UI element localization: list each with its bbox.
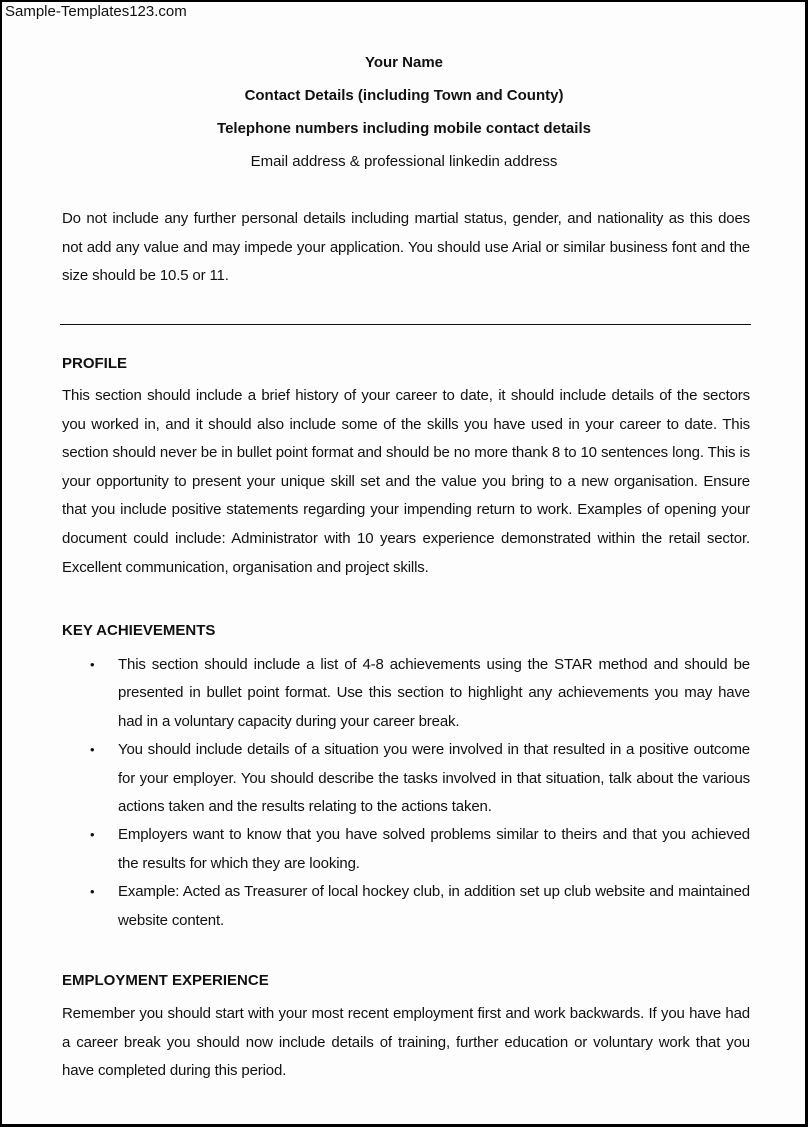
- bullet-icon: •: [90, 657, 95, 672]
- achievements-list: [0, 651, 808, 935]
- bullet-icon: •: [90, 884, 95, 900]
- employment-paragraph: Remember you should start with your most recent employment first and work backwards. If you have had a career break you should now include details of training, further education or voluntary work that you have completed during this period.: [62, 1005, 750, 1080]
- key-achievements-heading: KEY ACHIEVEMENTS: [62, 622, 216, 639]
- bullet-icon: •: [90, 827, 95, 843]
- bullet-icon: •: [90, 742, 95, 758]
- achievement-item: • Example: Acted as Treasurer of local hockey club, in addition set up club website and maintained website content.: [118, 878, 750, 935]
- your-name: Your Name: [364, 54, 444, 71]
- telephone-numbers: Telephone numbers including mobile contact details: [217, 120, 591, 137]
- profile-paragraph: This section should include a brief history of your career to date, it should include details of the sectors you worked in, and it should also include some of the skills you have used in your career to date. This section should never be in bullet point format and should be no more thank 8 to 10 sentences long. This is your opportunity to present your unique skill set and the value you bring to a new organisation. Ensure that you include positive statements regarding your impending return to work. Examples of opening your document could include: Administrator with 10 years experience demonstrated within the retail sector. Excellent communication, organisation and project skills.: [62, 387, 750, 576]
- email-linkedin: Email address & professional linkedin address: [250, 153, 558, 170]
- watermark: Sample-Templates123.com: [5, 3, 187, 20]
- employment-experience-heading: EMPLOYMENT EXPERIENCE: [62, 972, 269, 989]
- achievement-item: • Employers want to know that you have solved problems similar to theirs and that you achieved the results for which they are looking.: [118, 821, 750, 878]
- section-divider: [60, 324, 751, 325]
- contact-details: Contact Details (including Town and County): [244, 87, 564, 104]
- intro-paragraph: Do not include any further personal details including martial status, gender, and nationality as this does not add any value and may impede your application. You should use Arial or similar business font and the size should be 10.5 or 11.: [62, 210, 750, 285]
- achievement-item: • You should include details of a situation you were involved in that resulted in a positive outcome for your employer. You should describe the tasks involved in that situation, talk about the various actions taken and the results relating to the actions taken.: [118, 736, 750, 821]
- achievement-item: • This section should include a list of 4-8 achievements using the STAR method and should be presented in bullet point format. Use this section to highlight any achievements you may have had in a voluntary capacity during your career break.: [118, 651, 750, 736]
- profile-heading: PROFILE: [62, 355, 128, 372]
